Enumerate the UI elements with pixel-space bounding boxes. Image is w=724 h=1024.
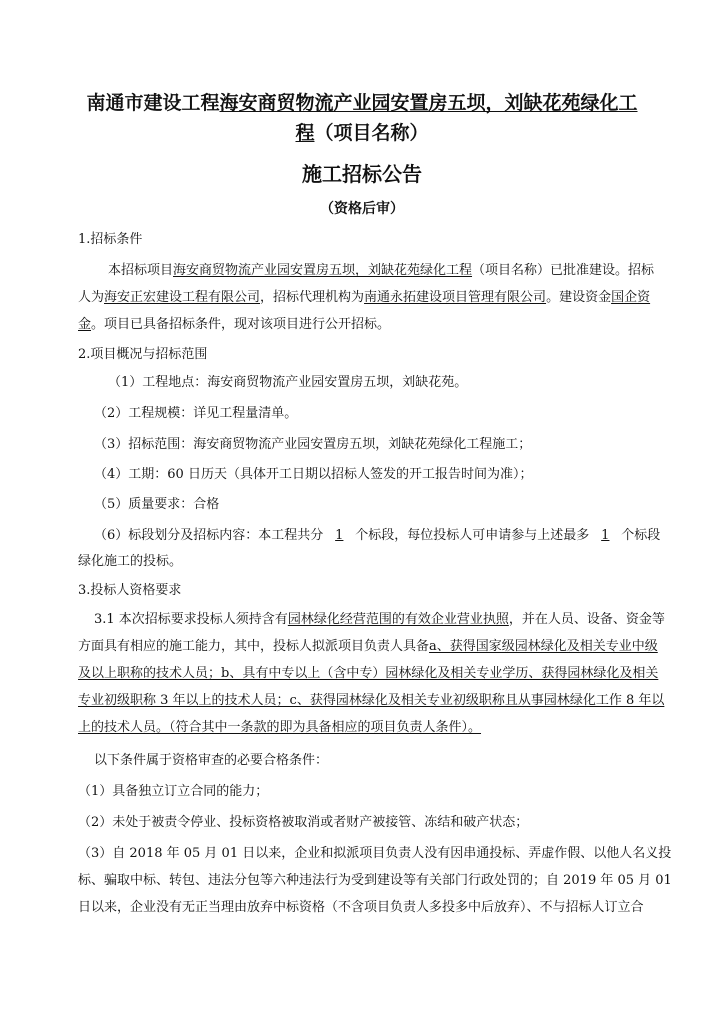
section-2-item-5: （5）质量要求：合格 bbox=[94, 497, 220, 512]
section-1-line-1 bbox=[108, 262, 654, 280]
text: 人为 bbox=[78, 290, 105, 305]
qualification-condition-3-line-1: （3）自 2018 年 05 月 01 日以来，企业和拟派项目负责人没有因串通投标、弄虚作假、以他人名义投 bbox=[78, 846, 672, 861]
fund-source-cont: 金 bbox=[78, 317, 92, 332]
text: 本招标项目 bbox=[108, 263, 174, 278]
max-section-count: 1 bbox=[601, 528, 610, 543]
qualification-condition-2: （2）未处于被责令停业、投标资格被取消或者财产被接管、冻结和破产状态； bbox=[78, 815, 529, 830]
title-suffix: （项目名称） bbox=[314, 122, 429, 144]
document-title-line-2 bbox=[70, 118, 654, 148]
section-2-item-1: （1）工程地点：海安商贸物流产业园安置房五坝，刘缺花苑。 bbox=[108, 375, 468, 390]
section-2-item-3: （3）招标范围：海安商贸物流产业园安置房五坝，刘缺花苑绿化工程施工； bbox=[94, 437, 532, 452]
section-1-line-2 bbox=[78, 289, 650, 307]
qualification-condition-3-line-3: 日以来，企业没有无正当理由放弃中标资格（不含项目负责人多投多中后放弃）、不与招标人订立合 bbox=[78, 900, 644, 915]
section-3-para-line-5: 上的技术人员。（符合其中一条款的即为具备相应的项目负责人条件）。 bbox=[78, 720, 482, 735]
agency-name: 南通永拓建设项目管理有限公司 bbox=[364, 290, 547, 305]
section-count: 1 bbox=[335, 528, 344, 543]
text: 。项目已具备招标条件，现对该项目进行公开招标。 bbox=[91, 317, 391, 332]
title-project-name: 海安商贸物流产业园安置房五坝，刘缺花苑绿化工 bbox=[219, 92, 638, 114]
text: 方面具有相应的施工能力，其中，投标人拟派项目负责人具备 bbox=[78, 639, 430, 654]
qualification-intro: 以下条件属于资格审查的必要合格条件： bbox=[94, 753, 329, 768]
fund-source: 国企资 bbox=[611, 290, 651, 305]
document-title-line-1 bbox=[70, 88, 654, 118]
qualification-condition-3-line-2: 标、骗取中标、转包、违法分包等六种违法行为受到建设等有关部门行政处罚的；自 2019 年 05 月 01 bbox=[78, 873, 672, 888]
title-prefix: 南通市建设工程 bbox=[86, 92, 220, 114]
section-1-line-3 bbox=[78, 316, 390, 334]
section-2-item-4: （4）工期：60 日历天（具体开工日期以招标人签发的开工报告时间为准）； bbox=[94, 467, 533, 482]
text: （项目名称）已批准建设。招标 bbox=[472, 263, 655, 278]
section-2-item-6 bbox=[94, 527, 660, 545]
title-project-name-cont: 程 bbox=[295, 122, 315, 144]
tenderer-name: 海安正宏建设工程有限公司 bbox=[104, 290, 261, 305]
section-3-para-line-2 bbox=[78, 638, 658, 656]
section-3-para-line-3: 及以上职称的技术人员；b、具有中专以上（含中专）园林绿化及相关专业学历、获得园林绿化及相关 bbox=[78, 666, 659, 681]
text: （6）标段划分及招标内容：本工程共分 bbox=[94, 528, 324, 543]
section-2-heading: 2.项目概况与招标范围 bbox=[78, 347, 208, 362]
text: 个标段，每位投标人可申请参与上述最多 bbox=[355, 528, 590, 543]
section-2-item-6-cont: 绿化施工的投标。 bbox=[78, 554, 183, 569]
text: 个标段 bbox=[621, 528, 661, 543]
section-3-para-line-1 bbox=[94, 611, 665, 629]
text: ，并在人员、设备、资金等 bbox=[508, 612, 665, 627]
text: ，招标代理机构为 bbox=[260, 290, 365, 305]
qualification-condition-1: （1）具备独立订立合同的能力； bbox=[78, 784, 269, 799]
section-1-heading: 1.招标条件 bbox=[78, 232, 143, 247]
section-3-para-line-4: 专业初级职称 3 年以上的技术人员；c、获得园林绿化及相关专业初级职称且从事园林绿化工作 8 年以 bbox=[78, 693, 665, 708]
notice-subheading: （资格后审） bbox=[320, 201, 404, 217]
text: 3.1 本次招标要求投标人须持含有 bbox=[94, 612, 288, 627]
text: 。建设资金 bbox=[546, 290, 612, 305]
manager-requirement: a、获得国家级园林绿化及相关专业中级 bbox=[429, 639, 658, 654]
project-name: 海安商贸物流产业园安置房五坝，刘缺花苑绿化工程 bbox=[173, 263, 473, 278]
section-3-heading: 3.投标人资格要求 bbox=[78, 583, 182, 598]
notice-heading: 施工招标公告 bbox=[302, 162, 422, 186]
license-requirement: 园林绿化经营范围的有效企业营业执照 bbox=[287, 612, 509, 627]
section-2-item-2: （2）工程规模：详见工程量清单。 bbox=[94, 406, 298, 421]
